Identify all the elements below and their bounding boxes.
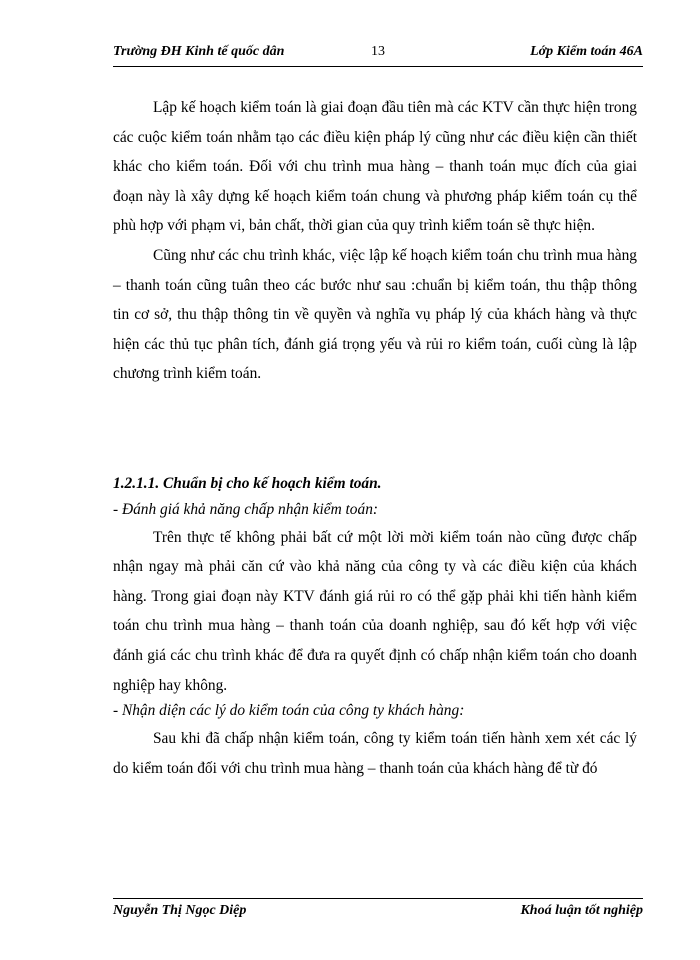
header-class-name: Lớp Kiểm toán 46A xyxy=(530,44,643,59)
paragraph-planning-steps: Cũng như các chu trình khác, việc lập kế hoạch kiểm toán chu trình mua hàng – thanh toán cũng tuân theo các bước như sau :chuẩn bị kiểm toán, thu thập thông tin cơ sở, thu thập thông tin về quyền và nghĩa vụ pháp lý của khách hàng và thực hiện các thủ tục phân tích, đánh giá trọng yếu và rủi ro kiểm toán, cuối cùng là lập chương trình kiểm toán. xyxy=(113,246,637,383)
paragraph-planning-intro: Lập kế hoạch kiểm toán là giai đoạn đầu tiên mà các KTV cần thực hiện trong các cuộc kiểm toán nhằm tạo các điều kiện pháp lý cũng như các điều kiện cần thiết khác cho kiểm toán. Đối với chu trình mua hàng – thanh toán mục đích của giai đoạn này là xây dựng kế hoạch kiểm toán chung và phương pháp kiểm toán cụ thể phù hợp với phạm vi, bản chất, thời gian của quy trình kiểm toán sẽ thực hiện. xyxy=(113,99,637,235)
page-footer xyxy=(113,898,643,921)
header-school-name: Trường ĐH Kinh tế quốc dân xyxy=(113,44,285,59)
subheading-audit-reasons: - Nhận diện các lý do kiểm toán của công ty khách hàng: xyxy=(113,702,465,720)
page-header xyxy=(113,44,643,67)
section-heading: 1.2.1.1. Chuẩn bị cho kế hoạch kiểm toán. xyxy=(113,474,382,492)
paragraph-audit-reasons: Sau khi đã chấp nhận kiểm toán, công ty kiểm toán tiến hành xem xét các lý do kiểm toán đối với chu trình mua hàng – thanh toán của khách hàng để từ đó xyxy=(113,730,637,777)
paragraph-acceptance: Trên thực tế không phải bất cứ một lời mời kiểm toán nào cũng được chấp nhận ngay mà phải căn cứ vào khả năng của công ty và các điều kiện của khách hàng. Trong giai đoạn này KTV đánh giá rủi ro có thể gặp phải khi tiến hành kiểm toán chu trình mua hàng – thanh toán của doanh nghiệp, sau đó kết hợp với việc đánh giá các chu trình khác để đưa ra quyết định có chấp nhận kiểm toán cho doanh nghiệp hay không. xyxy=(113,528,637,694)
section-gap xyxy=(113,389,637,469)
footer-document-type: Khoá luận tốt nghiệp xyxy=(520,903,643,918)
subheading-acceptance: - Đánh giá khả năng chấp nhận kiểm toán: xyxy=(113,500,379,518)
document-body xyxy=(113,93,637,783)
page-number: 13 xyxy=(371,44,385,59)
footer-author: Nguyễn Thị Ngọc Diệp xyxy=(113,903,247,918)
